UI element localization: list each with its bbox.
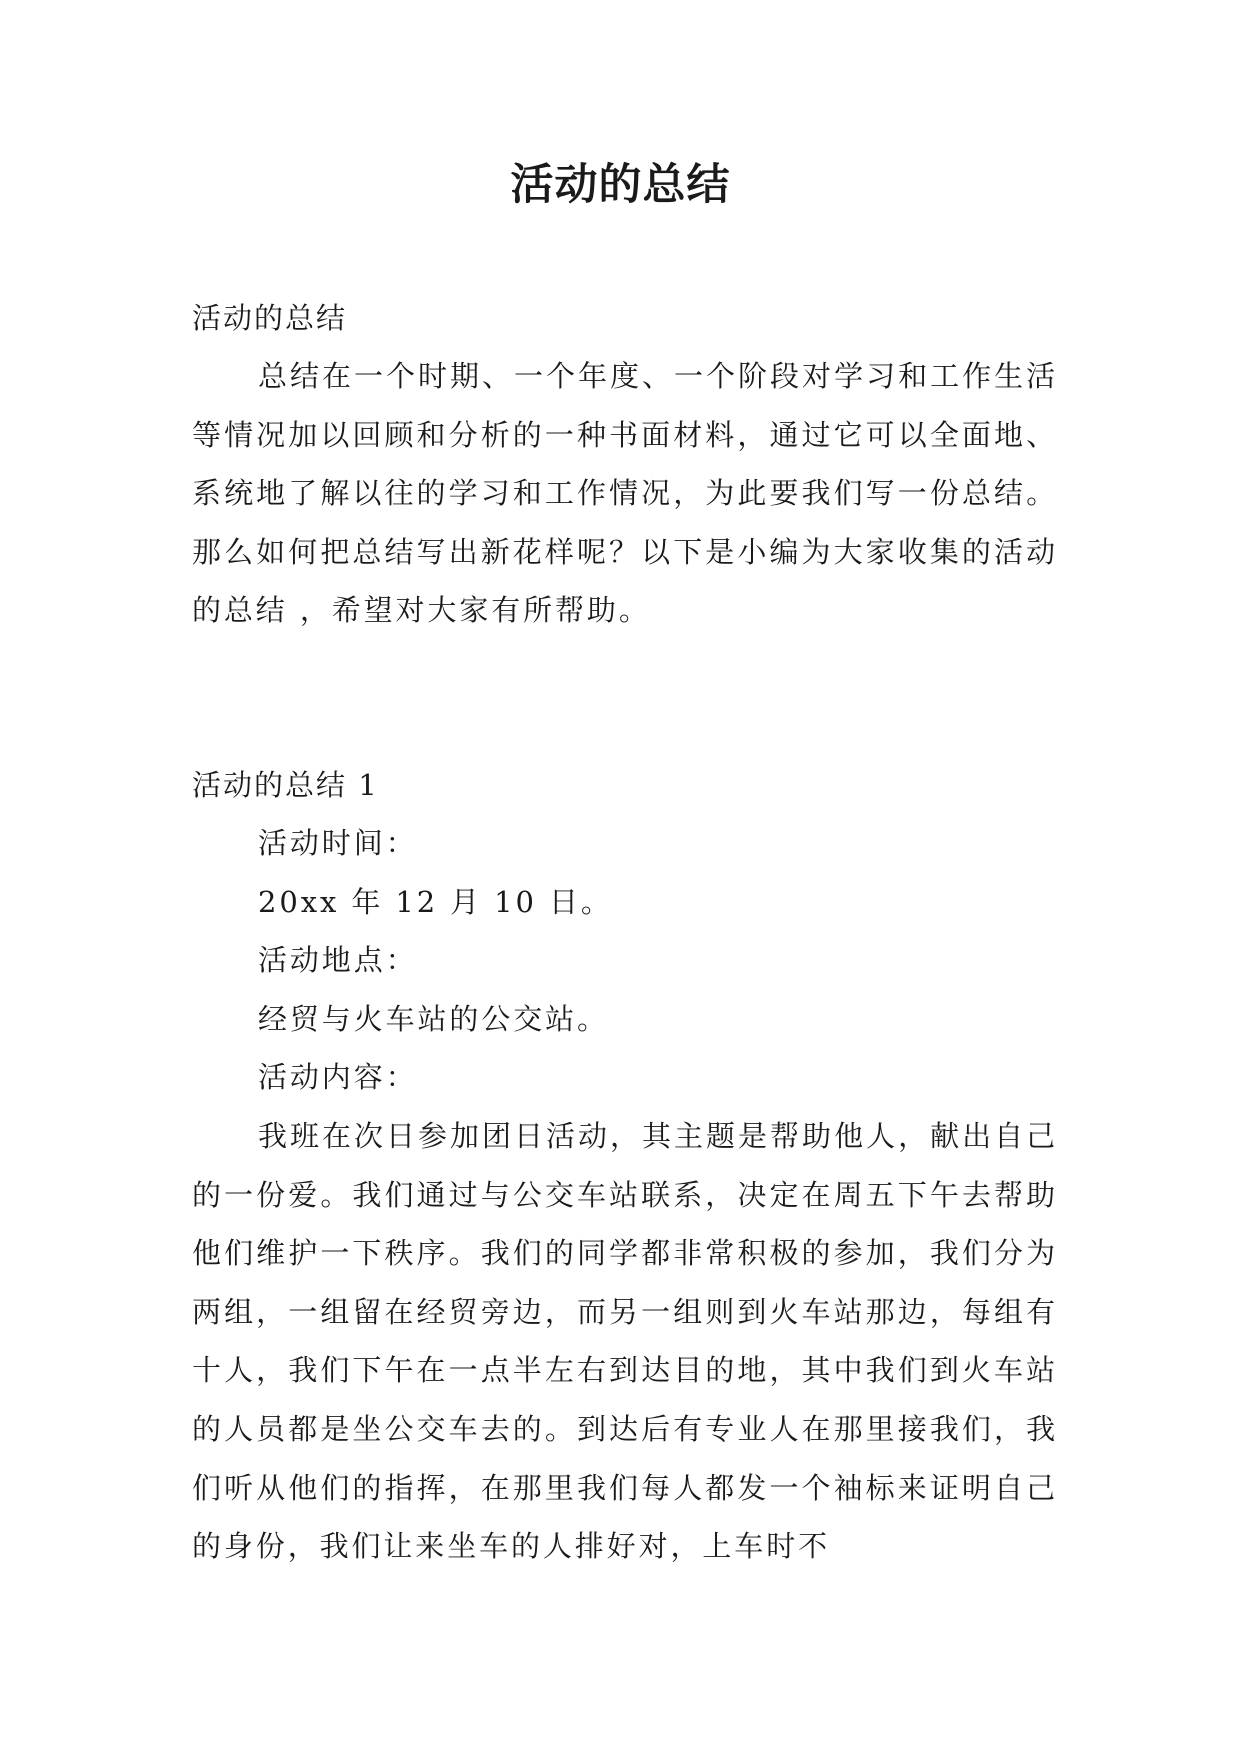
activity-place-value: 经贸与火车站的公交站。 <box>258 1001 609 1036</box>
activity-time-value: 20xx 年 12 月 10 日。 <box>258 884 613 919</box>
intro-section <box>192 289 1058 640</box>
intro-heading: 活动的总结 <box>192 301 348 335</box>
document-title: 活动的总结 <box>510 160 731 210</box>
section-1-heading: 活动的总结 1 <box>192 768 379 802</box>
section-1 <box>192 756 1058 1576</box>
activity-time-label: 活动时间： <box>258 826 418 860</box>
activity-place-label: 活动地点： <box>258 943 418 978</box>
intro-paragraph: 总结在一个时期、一个年度、一个阶段对学习和工作生活等情况加以回顾和分析的一种书面材料，通过它可以全面地、系统地了解以往的学习和工作情况，为此要我们写一份总结。那么如何把总结写出新花样呢？以下是小编为大家收集的活动的总结 ，希望对大家有所帮助。 <box>192 359 1058 628</box>
activity-content-paragraph: 我班在次日参加团日活动，其主题是帮助他人，献出自己的一份爱。我们通过与公交车站联系，决定在周五下午去帮助他们维护一下秩序。我们的同学都非常积极的参加，我们分为两组，一组留在经贸旁边，而另一组则到火车站那边，每组有十人，我们下午在一点半左右到达目的地，其中我们到火车站的人员都是坐公交车去的。到达后有专业人在那里接我们，我们听从他们的指挥，在那里我们每人都发一个袖标来证明自己的身份，我们让来坐车的人排好对，上车时不 <box>192 1118 1058 1564</box>
activity-content-label: 活动内容： <box>258 1060 418 1095</box>
